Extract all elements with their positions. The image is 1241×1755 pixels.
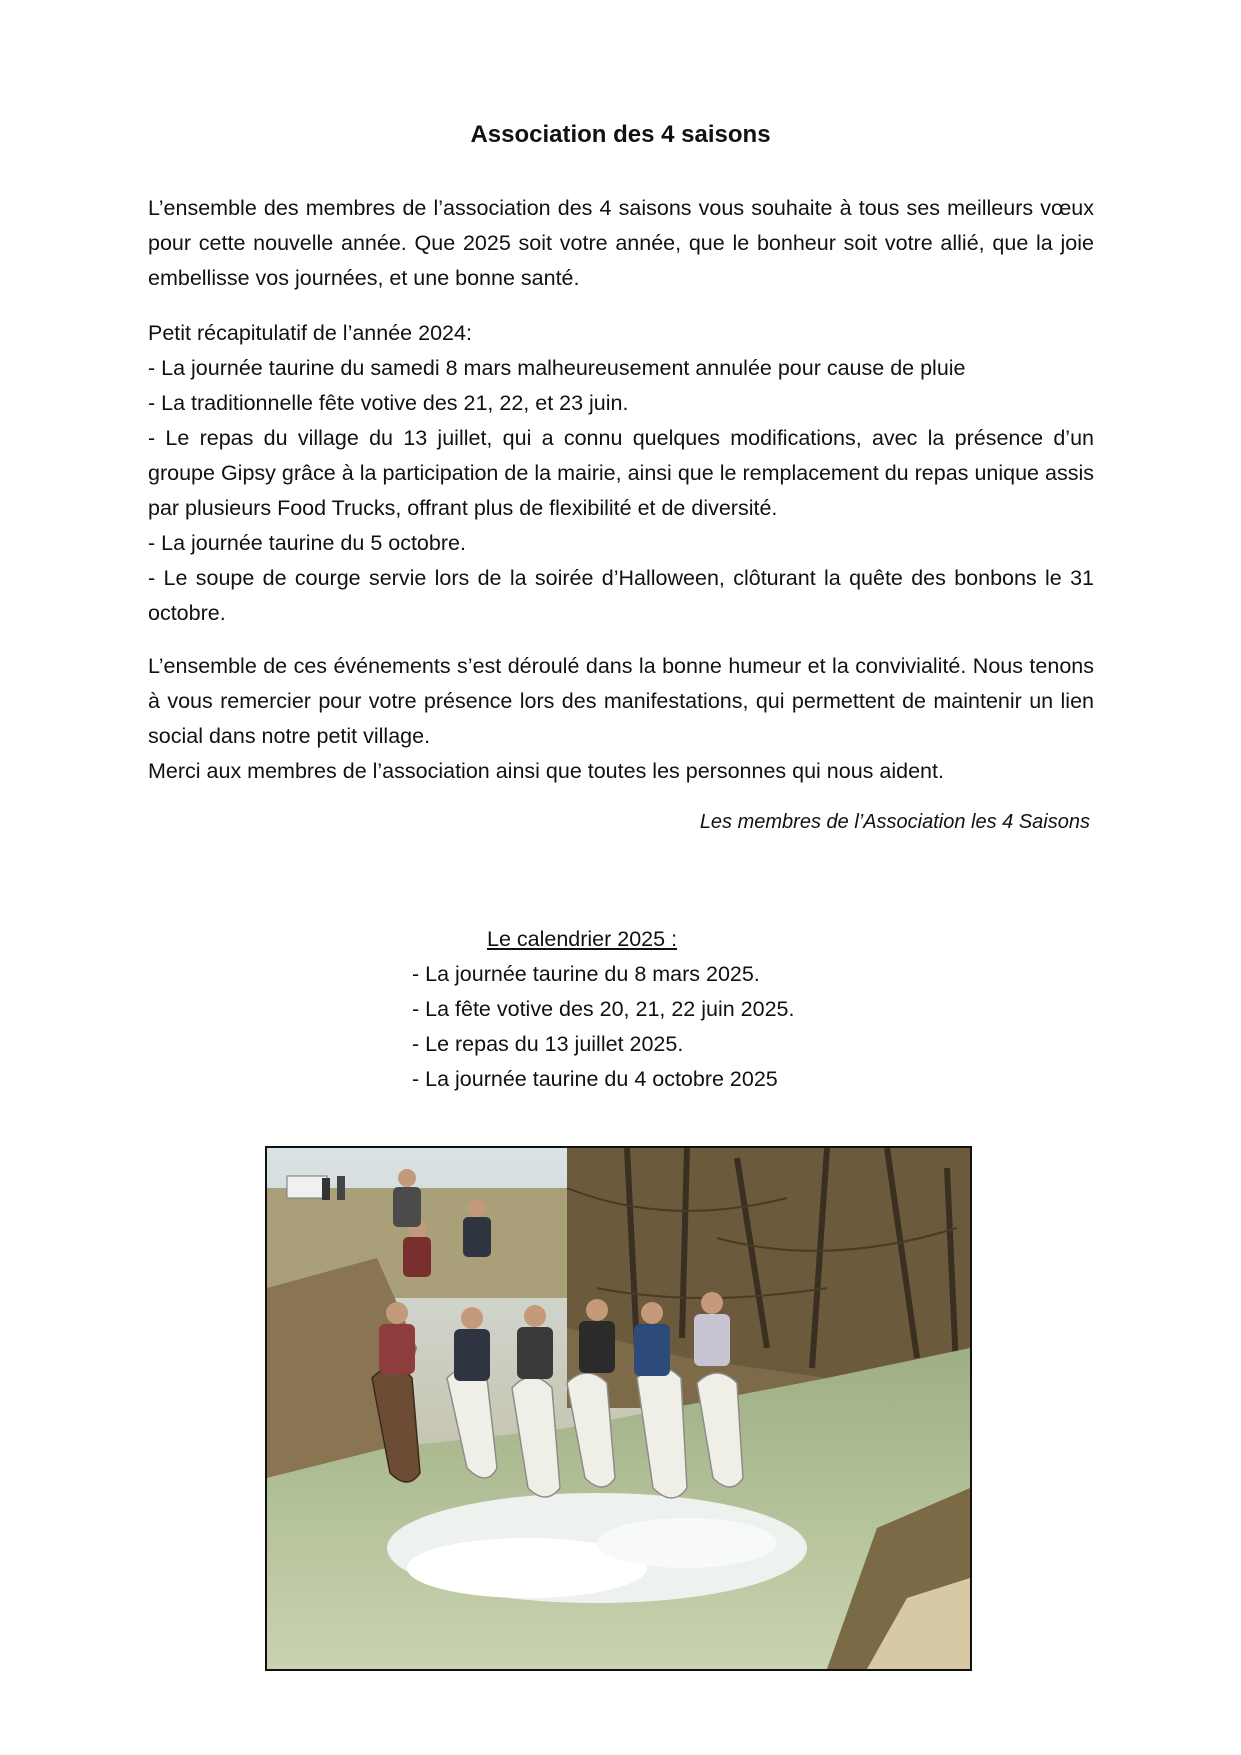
riders-crossing-river-photo [265,1146,972,1671]
calendar-section [412,922,932,1097]
recap-heading: Petit récapitulatif de l’année 2024: [148,321,472,345]
calendar-item: - La journée taurine du 8 mars 2025. [412,962,760,986]
recap-item: - La journée taurine du 5 octobre. [148,531,466,555]
intro-paragraph: L’ensemble des membres de l’association des 4 saisons vous souhaite à tous ses meilleurs vœux pour cette nouvelle année. Que 2025 soit votre année, que le bonheur soit votre allié, que la joie embellisse vos journées, et une bonne santé. [148,196,1094,290]
document-title: Association des 4 saisons [470,121,771,148]
recap-item: - Le soupe de courge servie lors de la soirée d’Halloween, clôturant la quête des bonbons le 31 octobre. [148,566,1094,625]
calendar-heading: Le calendrier 2025 : [487,927,678,951]
closing-section [148,649,1094,789]
closing-paragraph: L’ensemble de ces événements s’est déroulé dans la bonne humeur et la convivialité. Nous tenons à vous remercier pour votre présence lors des manifestations, qui permettent de maintenir un lien social dans notre petit village. [148,654,1094,748]
thanks-line: Merci aux membres de l’association ainsi que toutes les personnes qui nous aident. [148,759,944,783]
recap-item: - Le repas du village du 13 juillet, qui a connu quelques modifications, avec la présence d’un groupe Gipsy grâce à la participation de la mairie, ainsi que le remplacement du repas unique assis par plusieurs Food Trucks, offrant plus de flexibilité et de diversité. [148,426,1094,520]
signature: Les membres de l’Association les 4 Saisons [699,811,1090,833]
recap-item: - La journée taurine du samedi 8 mars malheureusement annulée pour cause de pluie [148,356,966,380]
recap-item: - La traditionnelle fête votive des 21, 22, et 23 juin. [148,391,629,415]
recap-section [148,316,1094,631]
calendar-item: - La fête votive des 20, 21, 22 juin 2025. [412,997,795,1021]
calendar-item: - Le repas du 13 juillet 2025. [412,1032,684,1056]
calendar-item: - La journée taurine du 4 octobre 2025 [412,1067,778,1091]
